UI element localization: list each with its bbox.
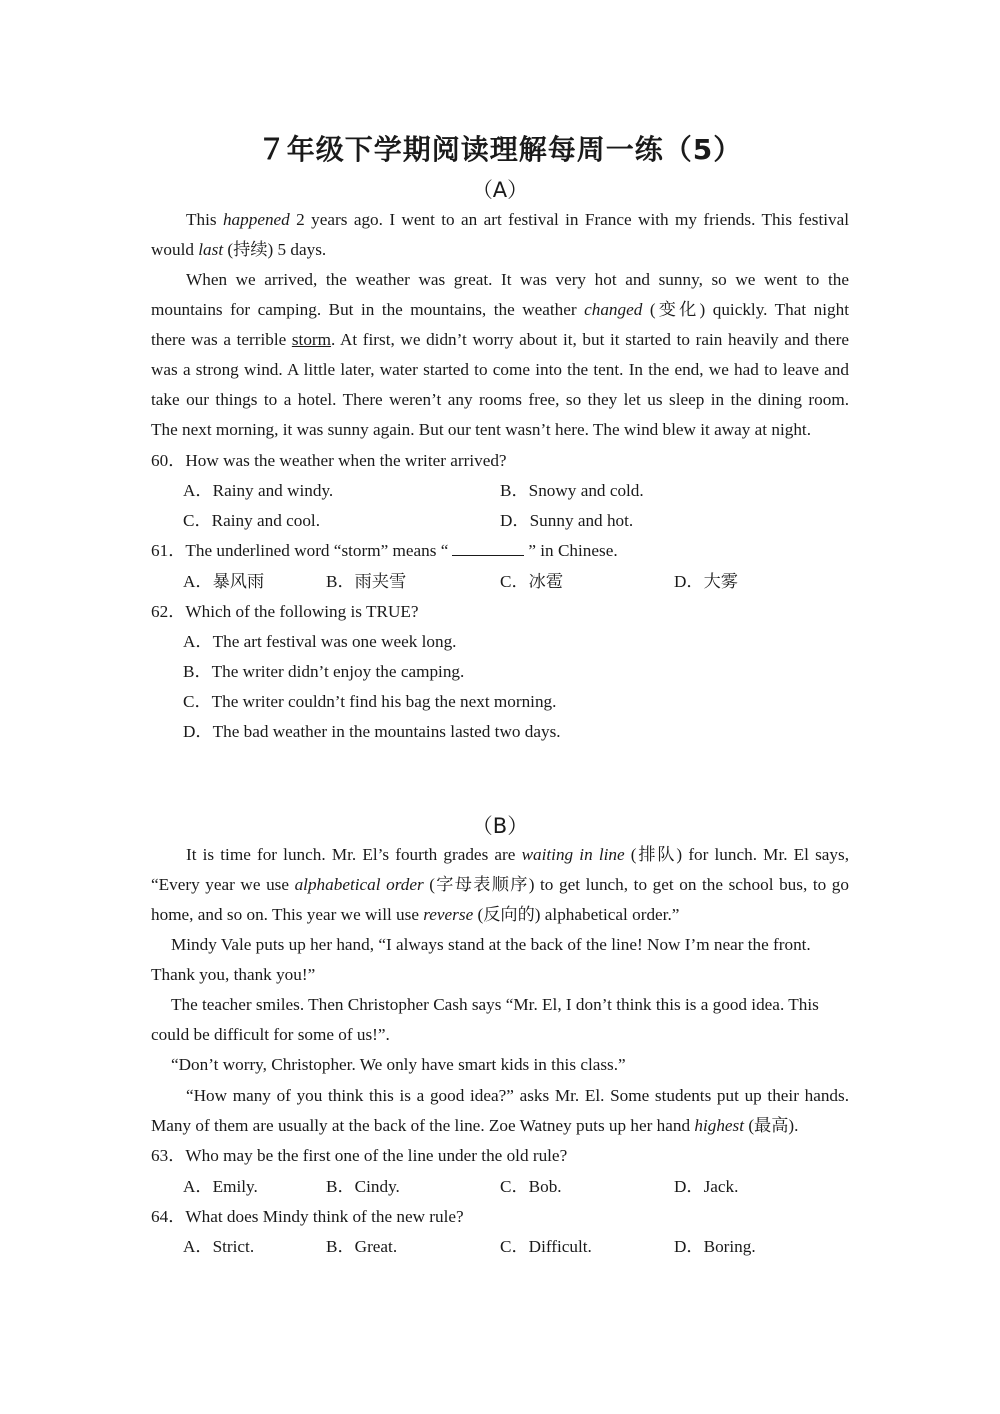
answer-blank	[452, 537, 524, 556]
section-a-heading: （A）	[471, 178, 529, 202]
q60-stem: 60．How was the weather when the writer arrived?	[151, 451, 507, 470]
q61-option-d: D．大雾	[674, 572, 738, 591]
para-a2-line6: The next morning, it was sunny again. But our tent wasn’t here. The wind blew it away at night.	[151, 420, 811, 439]
para-b2-line2: Thank you, thank you!”	[151, 965, 316, 984]
q62-option-d: D．The bad weather in the mountains lasted two days.	[183, 722, 561, 741]
q60-option-b: B．Snowy and cold.	[500, 481, 644, 500]
para-a2-line1: When we arrived, the weather was great. It was very hot and sunny, so we went to the	[186, 270, 849, 289]
q62-stem: 62．Which of the following is TRUE?	[151, 602, 419, 621]
para-a2-line3: there was a terrible storm. At first, we didn’t worry about it, but it started to rain heavily and there	[151, 330, 849, 349]
para-b3-line2: could be difficult for some of us!”.	[151, 1025, 390, 1044]
para-b5-line2: Many of them are usually at the back of the line. Zoe Watney puts up her hand highest (最高).	[151, 1116, 799, 1135]
q63-option-a: A．Emily.	[183, 1177, 258, 1196]
para-a2-line4: was a strong wind. A little later, water started to come into the tent. In the end, we had to leave and	[151, 360, 849, 379]
page-title: ７年级下学期阅读理解每周一练（5）	[257, 133, 743, 166]
para-b4: “Don’t worry, Christopher. We only have smart kids in this class.”	[171, 1055, 626, 1074]
para-a1-line1: This happened 2 years ago. I went to an art festival in France with my friends. This festival	[186, 210, 849, 229]
q62-option-b: B．The writer didn’t enjoy the camping.	[183, 662, 465, 681]
q64-option-b: B．Great.	[326, 1237, 398, 1256]
section-b-heading: （B）	[471, 814, 529, 838]
q64-option-c: C．Difficult.	[500, 1237, 592, 1256]
para-b5-line1: “How many of you think this is a good idea?” asks Mr. El. Some students put up their hands.	[186, 1086, 849, 1105]
para-a2-line2: mountains for camping. But in the mountains, the weather changed (变化) quickly. That night	[151, 300, 849, 319]
para-b1-line2: “Every year we use alphabetical order (字母表顺序) to get lunch, to get on the school bus, to go	[151, 875, 849, 894]
q61-option-b: B．雨夹雪	[326, 572, 407, 591]
q60-option-a: A．Rainy and windy.	[183, 481, 334, 500]
para-b1-line1: It is time for lunch. Mr. El’s fourth grades are waiting in line (排队) for lunch. Mr. El says,	[186, 845, 849, 864]
para-a2-line5: take our things to a hotel. There weren’t any rooms free, so they let us sleep in the dining room.	[151, 390, 849, 409]
q61-option-a: A．暴风雨	[183, 572, 265, 591]
q61-stem: 61．The underlined word “storm” means “ ” in Chinese.	[151, 536, 849, 566]
q61-option-c: C．冰雹	[500, 572, 564, 591]
q63-option-c: C．Bob.	[500, 1177, 562, 1196]
q64-option-a: A．Strict.	[183, 1237, 255, 1256]
q63-option-d: D．Jack.	[674, 1177, 739, 1196]
q63-option-b: B．Cindy.	[326, 1177, 400, 1196]
para-b2-line1: Mindy Vale puts up her hand, “I always stand at the back of the line! Now I’m near the front.	[171, 935, 811, 954]
q63-stem: 63．Who may be the first one of the line under the old rule?	[151, 1146, 568, 1165]
para-a1-line2: would last (持续) 5 days.	[151, 240, 327, 259]
para-b1-line3: home, and so on. This year we will use reverse (反向的) alphabetical order.”	[151, 905, 680, 924]
q64-option-d: D．Boring.	[674, 1237, 756, 1256]
q60-option-d: D．Sunny and hot.	[500, 511, 634, 530]
underlined-word-storm: storm	[291, 330, 332, 349]
q64-stem: 64．What does Mindy think of the new rule?	[151, 1207, 464, 1226]
q62-option-c: C．The writer couldn’t find his bag the next morning.	[183, 692, 557, 711]
q60-option-c: C．Rainy and cool.	[183, 511, 321, 530]
q62-option-a: A．The art festival was one week long.	[183, 632, 457, 651]
para-b3-line1: The teacher smiles. Then Christopher Cash says “Mr. El, I don’t think this is a good idea. This	[171, 995, 819, 1014]
